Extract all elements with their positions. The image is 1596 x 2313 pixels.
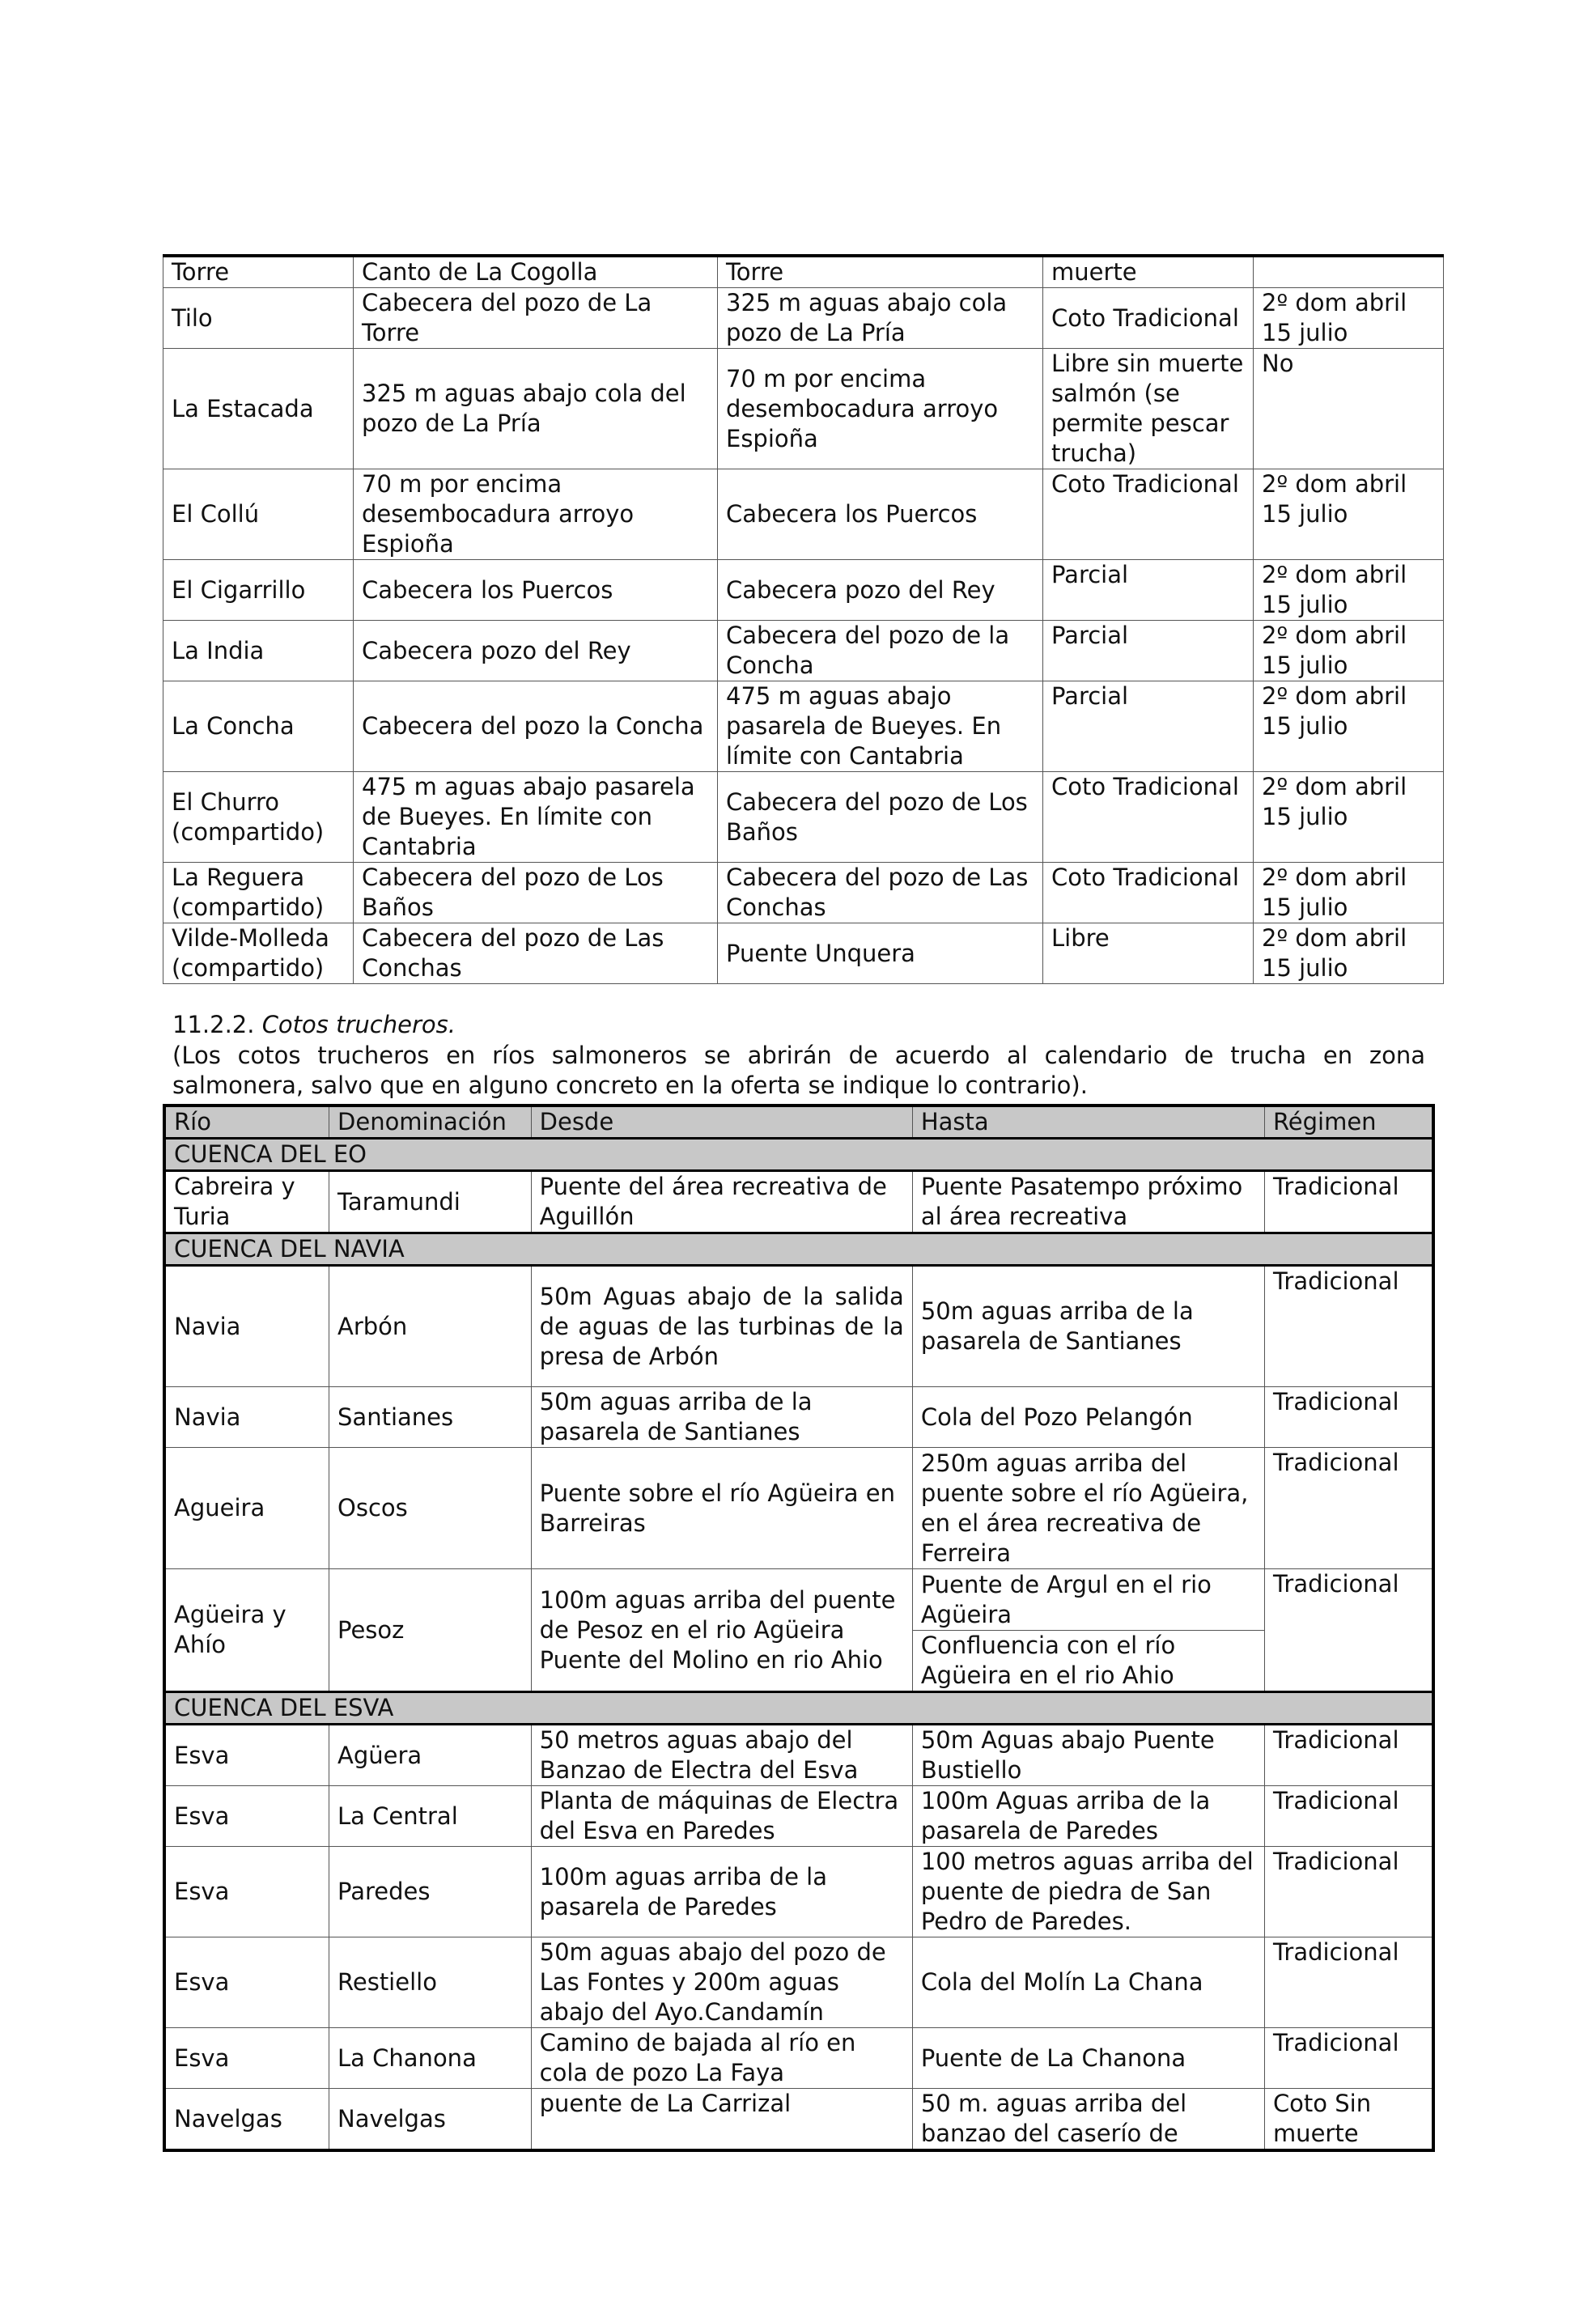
- table-cell: Cola del Molín La Chana: [912, 1937, 1264, 2028]
- section-number: 11.2.2.: [172, 1011, 255, 1038]
- table-cell: [1254, 256, 1444, 288]
- table-cell: Cabecera del pozo de Los Baños: [354, 863, 718, 923]
- table-row: [164, 2028, 1433, 2089]
- table-cell: Cabreira y Turia: [164, 1171, 329, 1233]
- section-note-line: (Los cotos trucheros en ríos salmoneros se abrirán de acuerdo al calendario de trucha en zona: [172, 1042, 1425, 1069]
- table-row: [164, 1448, 1433, 1569]
- table-cell: Coto Tradicional: [1043, 469, 1254, 560]
- table-cell: Cabecera los Puercos: [354, 560, 718, 621]
- table-row: [164, 1569, 1433, 1631]
- table-cell: Parcial: [1043, 681, 1254, 772]
- table-cell: Cabecera del pozo de Las Conchas: [354, 923, 718, 984]
- table-cell: 2º dom abril 15 julio: [1254, 863, 1444, 923]
- table-row: [163, 681, 1444, 772]
- table-cell: 50m aguas arriba de la pasarela de Santianes: [912, 1266, 1264, 1387]
- table-row: [163, 349, 1444, 469]
- table-row: [163, 256, 1444, 288]
- table-row: [163, 469, 1444, 560]
- table-row: [163, 923, 1444, 984]
- table-cell: Tradicional: [1264, 1387, 1433, 1448]
- table-cell: Tradicional: [1264, 1937, 1433, 2028]
- column-header: Hasta: [912, 1106, 1264, 1139]
- table-header-row: [164, 1106, 1433, 1139]
- basin-row: [164, 1692, 1433, 1725]
- table-cell: El Collú: [163, 469, 354, 560]
- column-header: Río: [164, 1106, 329, 1139]
- table-cell: Puente del área recreativa de Aguillón: [531, 1171, 912, 1233]
- table-cell: Vilde-Molleda (compartido): [163, 923, 354, 984]
- table-cell: 2º dom abril 15 julio: [1254, 772, 1444, 863]
- table-cell: Cabecera del pozo de Los Baños: [718, 772, 1043, 863]
- table-cell: Coto Tradicional: [1043, 863, 1254, 923]
- table-cell: Navia: [164, 1387, 329, 1448]
- column-header: Desde: [531, 1106, 912, 1139]
- salmon-coto-table: [163, 254, 1444, 984]
- table-cell: Puente de Argul en el rio Agüeira: [912, 1569, 1264, 1631]
- table-cell: No: [1254, 349, 1444, 469]
- table-cell: 50m Aguas abajo de la salida de aguas de las turbinas de la presa de Arbón: [531, 1266, 912, 1387]
- table-cell: Santianes: [329, 1387, 532, 1448]
- table-cell: Pesoz: [329, 1569, 532, 1692]
- table-cell: Agüeira y Ahío: [164, 1569, 329, 1692]
- table-cell: Cabecera los Puercos: [718, 469, 1043, 560]
- table-cell: Puente de La Chanona: [912, 2028, 1264, 2089]
- table-cell: Esva: [164, 1937, 329, 2028]
- table-cell: Puente Pasatempo próximo al área recreativa: [912, 1171, 1264, 1233]
- table-cell: Cabecera pozo del Rey: [354, 621, 718, 681]
- table-cell: Parcial: [1043, 560, 1254, 621]
- table-cell: muerte: [1043, 256, 1254, 288]
- table-cell: Esva: [164, 1725, 329, 1786]
- table-cell: Cabecera del pozo de la Concha: [718, 621, 1043, 681]
- basin-label: CUENCA DEL NAVIA: [164, 1233, 1433, 1266]
- table-cell: Parcial: [1043, 621, 1254, 681]
- table-cell: 475 m aguas abajo pasarela de Bueyes. En límite con Cantabria: [718, 681, 1043, 772]
- table-row: [163, 288, 1444, 349]
- table-cell: Cabecera del pozo de Las Conchas: [718, 863, 1043, 923]
- table-cell: La Reguera (compartido): [163, 863, 354, 923]
- table-cell: Coto Tradicional: [1043, 288, 1254, 349]
- table-cell: puente de La Carrizal: [531, 2089, 912, 2151]
- table-row: [164, 1266, 1433, 1387]
- table-cell: Taramundi: [329, 1171, 532, 1233]
- table-cell: El Cigarrillo: [163, 560, 354, 621]
- basin-row: [164, 1139, 1433, 1171]
- desde-line: Puente del Molino en rio Ahio: [539, 1645, 883, 1674]
- table-cell: Libre sin muerte salmón (se permite pescar trucha): [1043, 349, 1254, 469]
- table-cell: Puente Unquera: [718, 923, 1043, 984]
- table-cell: 2º dom abril 15 julio: [1254, 560, 1444, 621]
- table-cell: [531, 1569, 912, 1692]
- basin-label: CUENCA DEL EO: [164, 1139, 1433, 1171]
- table-row: [164, 1725, 1433, 1786]
- table-row: [163, 560, 1444, 621]
- table-cell: Camino de bajada al río en cola de pozo La Faya: [531, 2028, 912, 2089]
- table-cell: Cola del Pozo Pelangón: [912, 1387, 1264, 1448]
- table-cell: Tradicional: [1264, 1847, 1433, 1937]
- table-cell: Restiello: [329, 1937, 532, 2028]
- table-cell: Coto Sin muerte: [1264, 2089, 1433, 2151]
- table-cell: Agüera: [329, 1725, 532, 1786]
- table-row: [163, 863, 1444, 923]
- table-row: [164, 1937, 1433, 2028]
- table-cell: Esva: [164, 1786, 329, 1847]
- table-row: [163, 621, 1444, 681]
- table-cell: 2º dom abril 15 julio: [1254, 469, 1444, 560]
- table-cell: 325 m aguas abajo cola pozo de La Pría: [718, 288, 1043, 349]
- table-cell: La Estacada: [163, 349, 354, 469]
- table-cell: Torre: [163, 256, 354, 288]
- basin-label: CUENCA DEL ESVA: [164, 1692, 1433, 1725]
- column-header: Régimen: [1264, 1106, 1433, 1139]
- table-row: [164, 1786, 1433, 1847]
- table-cell: Arbón: [329, 1266, 532, 1387]
- table-cell: Tradicional: [1264, 2028, 1433, 2089]
- table-cell: Canto de La Cogolla: [354, 256, 718, 288]
- section-title: Cotos trucheros.: [261, 1011, 456, 1038]
- table-cell: Torre: [718, 256, 1043, 288]
- table-cell: 325 m aguas abajo cola del pozo de La Pría: [354, 349, 718, 469]
- table-cell: 2º dom abril 15 julio: [1254, 923, 1444, 984]
- table-cell: La Concha: [163, 681, 354, 772]
- table-cell: Confluencia con el río Agüeira en el rio Ahio: [912, 1631, 1264, 1692]
- table-cell: 50m aguas abajo del pozo de Las Fontes y 200m aguas abajo del Ayo.Candamín: [531, 1937, 912, 2028]
- table-cell: La India: [163, 621, 354, 681]
- table-row: [164, 2089, 1433, 2151]
- table-cell: 250m aguas arriba del puente sobre el río Agüeira, en el área recreativa de Ferreira: [912, 1448, 1264, 1569]
- table-cell: Tradicional: [1264, 1266, 1433, 1387]
- table-cell: Coto Tradicional: [1043, 772, 1254, 863]
- table-cell: 50 metros aguas abajo del Banzao de Electra del Esva: [531, 1725, 912, 1786]
- table-row: [164, 1847, 1433, 1937]
- table-cell: La Central: [329, 1786, 532, 1847]
- basin-row: [164, 1233, 1433, 1266]
- table-cell: 50m Aguas abajo Puente Bustiello: [912, 1725, 1264, 1786]
- table-cell: Tilo: [163, 288, 354, 349]
- table-cell: 2º dom abril 15 julio: [1254, 681, 1444, 772]
- table-cell: 100m Aguas arriba de la pasarela de Paredes: [912, 1786, 1264, 1847]
- table-cell: Tradicional: [1264, 1448, 1433, 1569]
- section-note-line: salmonera, salvo que en alguno concreto en la oferta se indique lo contrario).: [172, 1072, 1088, 1099]
- table-cell: 2º dom abril 15 julio: [1254, 288, 1444, 349]
- table-cell: 100 metros aguas arriba del puente de piedra de San Pedro de Paredes.: [912, 1847, 1264, 1937]
- table-cell: Cabecera del pozo de La Torre: [354, 288, 718, 349]
- table-cell: Agueira: [164, 1448, 329, 1569]
- table-cell: Navelgas: [329, 2089, 532, 2151]
- table-cell: Libre: [1043, 923, 1254, 984]
- table-cell: Tradicional: [1264, 1725, 1433, 1786]
- table-cell: 70 m por encima desembocadura arroyo Espioña: [718, 349, 1043, 469]
- table-cell: Planta de máquinas de Electra del Esva en Paredes: [531, 1786, 912, 1847]
- table-cell: 475 m aguas abajo pasarela de Bueyes. En límite con Cantabria: [354, 772, 718, 863]
- table-cell: 100m aguas arriba de la pasarela de Paredes: [531, 1847, 912, 1937]
- table-cell: Tradicional: [1264, 1786, 1433, 1847]
- table-cell: Cabecera pozo del Rey: [718, 560, 1043, 621]
- section-heading: [172, 1010, 1425, 1040]
- table-row: [164, 1171, 1433, 1233]
- table-cell: Paredes: [329, 1847, 532, 1937]
- table-cell: El Churro (compartido): [163, 772, 354, 863]
- table-cell: Esva: [164, 1847, 329, 1937]
- column-header: Denominación: [329, 1106, 532, 1139]
- table-cell: Navia: [164, 1266, 329, 1387]
- trout-coto-table: [163, 1104, 1435, 2152]
- table-cell: Puente sobre el río Agüeira en Barreiras: [531, 1448, 912, 1569]
- table-cell: Tradicional: [1264, 1569, 1433, 1692]
- table-cell: Navelgas: [164, 2089, 329, 2151]
- table-cell: 2º dom abril 15 julio: [1254, 621, 1444, 681]
- table-cell: 50 m. aguas arriba del banzao del caserío de: [912, 2089, 1264, 2151]
- table-row: [164, 1387, 1433, 1448]
- table-cell: Esva: [164, 2028, 329, 2089]
- table-cell: 70 m por encima desembocadura arroyo Espioña: [354, 469, 718, 560]
- table-cell: 50m aguas arriba de la pasarela de Santianes: [531, 1387, 912, 1448]
- table-cell: La Chanona: [329, 2028, 532, 2089]
- table-cell: Tradicional: [1264, 1171, 1433, 1233]
- table-cell: Oscos: [329, 1448, 532, 1569]
- table-row: [163, 772, 1444, 863]
- desde-line: 100m aguas arriba del puente de Pesoz en el rio Agüeira: [539, 1585, 896, 1644]
- table-cell: Cabecera del pozo la Concha: [354, 681, 718, 772]
